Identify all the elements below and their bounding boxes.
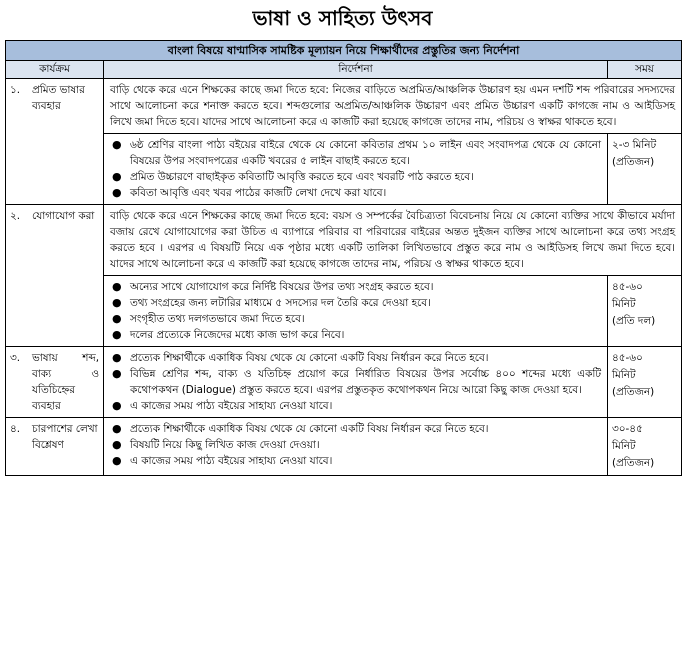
list-item: ● এ কাজের সময় পাঠ্য বইয়ের সাহায্য নেওয়া যাবে। [112,454,333,467]
list-item: ● বিভিন্ন শ্রেণির শব্দ, বাক্য ও যতিচিহ্ন প্রয়োগ করে নির্ধারিত বিষয়ের উপর সর্বোচ্চ ৪০০ শব্দের মধ্যে একটি কথোপকথন (Dialogue) প্রস্তুত করতে হবে। এরপর প্রস্তুতকৃত কথোপকথন নিয়ে আরো কিছু কাজ দেওয়া হবে। [112,367,601,396]
list-item: ● দলের প্রত্যেকে নিজেদের মধ্যে কাজ ভাগ করে নিবে। [112,328,345,341]
table-row [6,79,682,134]
list-item: ● প্রত্যেক শিক্ষার্থীকে একাধিক বিষয় থেকে যে কোনো একটি বিষয় নির্ধারন করে নিতে হবে। [112,351,489,364]
time-cell: ২-৩ মিনিট (প্রতিজন) [608,134,682,205]
bullet-icon: ● [112,328,122,341]
table-row [6,134,682,205]
bullet-icon: ● [112,438,122,451]
table-row [6,418,682,476]
activity-label: ভাষায় শব্দ, বাক্য ও যতিচিহ্নের ব্যবহার [32,352,99,412]
activity-cell [6,205,104,347]
bullet-icon: ● [112,296,122,309]
time-cell: ৪৫-৬০ মিনিট (প্রতি দল) [608,276,682,347]
list-item: ● বিষয়টি নিয়ে কিছু লিখিত কাজ দেওয়া দেওয়া। [112,438,320,451]
table-banner: বাংলা বিষয়ে ষাণ্মাসিক সামষ্টিক মূল্যায়ন নিয়ে শিক্ষার্থীদের প্রস্তুতির জন্য নির্দেশনা [6,41,682,61]
bullet-icon: ● [112,280,122,293]
table-row [6,276,682,347]
bullet-list [104,134,608,205]
table-row [6,347,682,418]
list-item: ● এ কাজের সময় পাঠ্য বইয়ের সাহায্য নেওয়া যাবে। [112,399,333,412]
bullet-icon: ● [112,422,122,435]
row-number: ৪. [10,423,21,435]
row-number: ১. [10,84,21,96]
header-instruction: নির্দেশনা [104,61,608,79]
bullet-icon: ● [112,312,122,325]
bullet-icon: ● [112,454,122,467]
bullet-list [104,418,608,476]
list-item: ● সংগৃহীত তথ্য দলগতভাবে জমা দিতে হবে। [112,312,305,325]
row-number: ৩. [10,352,21,364]
header-time: সময় [608,61,682,79]
activity-label: যোগাযোগ করা [32,210,95,222]
bullet-icon: ● [112,351,122,364]
bullet-list [104,347,608,418]
instruction-table [5,40,682,476]
bullet-icon: ● [112,186,122,199]
activity-label: চারপাশের লেখা বিশ্লেষণ [32,423,98,451]
list-item: ● অন্যের সাথে যোগাযোগ করে নির্দিষ্ট বিষয়ের উপর তথ্য সংগ্রহ করতে হবে। [112,280,434,293]
bullet-icon: ● [112,138,122,151]
activity-label: প্রমিত ভাষার ব্যবহার [32,84,85,112]
bullet-icon: ● [112,399,122,412]
activity-cell [6,79,104,205]
list-item: ● প্রত্যেক শিক্ষার্থীকে একাধিক বিষয় থেকে যে কোনো একটি বিষয় নির্ধারন করে নিতে হবে। [112,422,489,435]
instruction-paragraph: বাড়ি থেকে করে এনে শিক্ষকের কাছে জমা দিতে হবে: বয়স ও সম্পর্কের বৈচিত্র্যতা বিবেচনায় নিয়ে যে কোনো ব্যক্তির সাথে কীভাবে মর্যাদা বজায় রেখে যোগাযোগের করা উচিত এ ব্যাপারে পরিবার বা পরিবারের বাইরের অন্তত দুইজন ব্যক্তির সাথে আলোচনা করে তথ্য সংগ্রহ করতে হবে । এরপর এ বিষয়টি নিয়ে এক পৃষ্ঠার মধ্যে একটি তালিকা লিখিতভাবে প্রস্তুত করে নাম ও আইডিসহ লিখে জমা দিতে হবে। যাদের সাথে আলোচনা করে এ কাজটি করা হয়েছে কাগজে তাদের নাম, পরিচয় ও স্বাক্ষর থাকতে হবে। [104,205,682,276]
activity-cell [6,347,104,418]
row-number: ২. [10,210,21,222]
bullet-icon: ● [112,170,122,183]
list-item: ● কবিতা আবৃত্তি এবং খবর পাঠের কাজটি লেখা দেখে করা যাবে। [112,186,387,199]
list-item: ● প্রমিত উচ্চারণে বাছাইকৃত কবিতাটি আবৃত্তি করতে হবে এবং খবরটি পাঠ করতে হবে। [112,170,474,183]
time-cell: ৩০-৪৫ মিনিট (প্রতিজন) [608,418,682,476]
list-item: ● তথ্য সংগ্রহের জন্য লটারির মাধ্যমে ৫ সদস্যের দল তৈরি করে দেওয়া হবে। [112,296,431,309]
table-row [6,205,682,276]
activity-cell [6,418,104,476]
list-item: ● ৬ষ্ঠ শ্রেণির বাংলা পাঠ্য বইয়ের বাইরে থেকে যে কোনো কবিতার প্রথম ১০ লাইন এবং সংবাদপত্র থেকে যে কোনো বিষয়ের উপর সংবাদপত্রের একটি খবরের ৫ লাইন বাছাই করতে হবে। [112,138,601,167]
instruction-paragraph: বাড়ি থেকে করে এনে শিক্ষকের কাছে জমা দিতে হবে: নিজের বাড়িতে অপ্রমিত/আঞ্চলিক উচ্চারণ হয় এমন দশটি শব্দ পরিবারের সদস্যদের সাথে আলোচনা করে শনাক্ত করতে হবে। শব্দগুলোর অপ্রমিত/আঞ্চলিক উচ্চারণ এবং প্রমিত উচ্চারণ একটি কাগজে নাম ও আইডিসহ লিখে জমা দিতে হবে। যাদের সাথে আলোচনা করে এ কাজটি করা হয়েছে কাগজে তাদের নাম, পরিচয় ও স্বাক্ষর থাকতে হবে। [104,79,682,134]
bullet-icon: ● [112,367,122,380]
page-title: ভাষা ও সাহিত্য উৎসব [252,6,433,30]
bullet-list [104,276,608,347]
header-activity: কার্যক্রম [6,61,104,79]
time-cell: ৪৫-৬০ মিনিট (প্রতিজন) [608,347,682,418]
